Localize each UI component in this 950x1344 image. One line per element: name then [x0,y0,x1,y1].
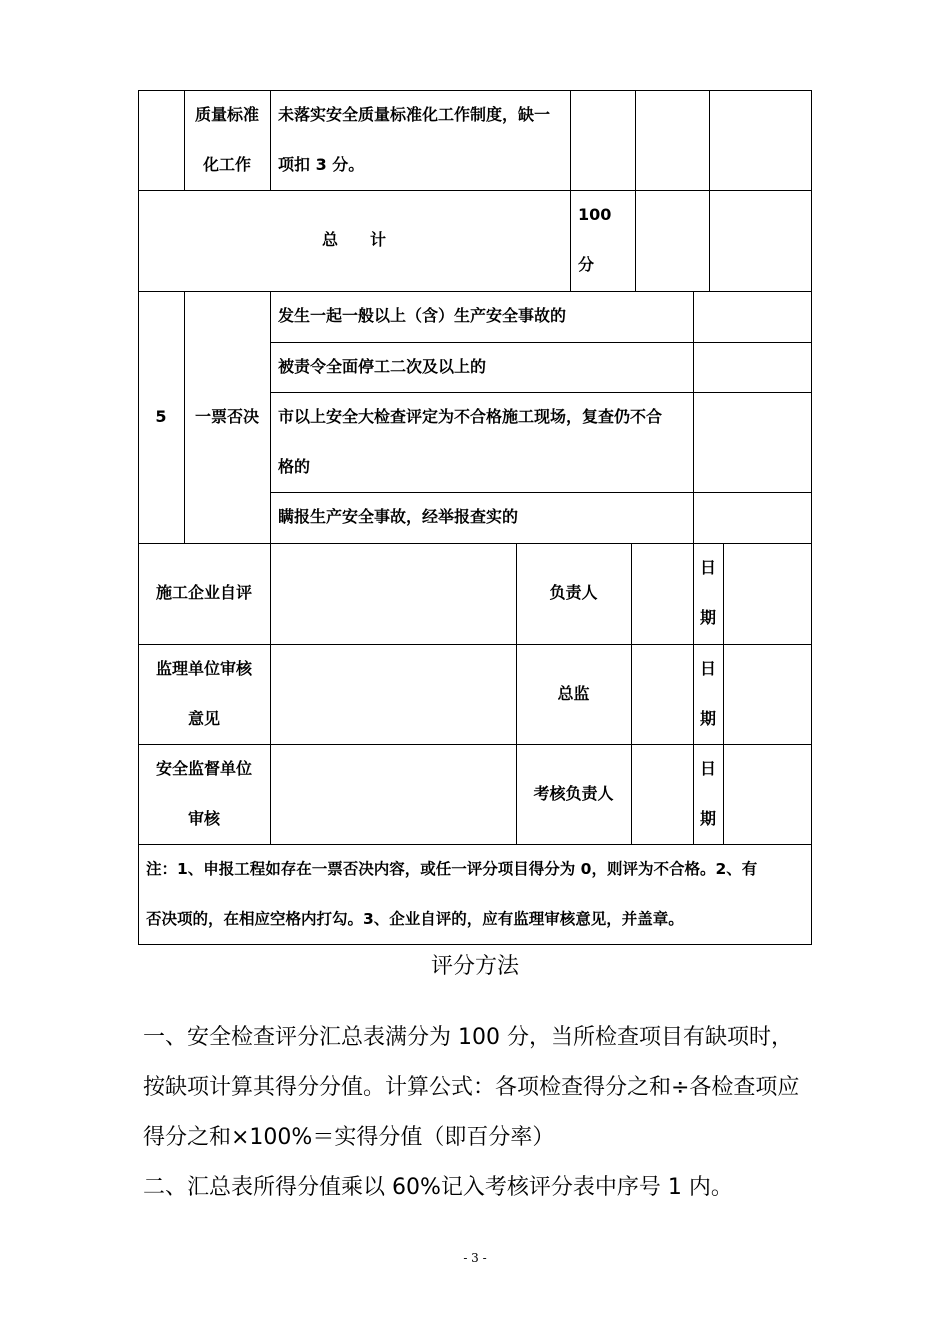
total-label: 总 计 [321,230,386,249]
criteria-line1: 未落实安全质量标准化工作制度，缺一 [278,105,551,124]
table-line [631,543,632,844]
table-line [635,90,636,291]
note-line1: 注：1、申报工程如存在一票否决内容，或任一评分项目得分为 0，则评为不合格。2、有 [146,860,758,878]
page-number: - 3 - [463,1251,487,1265]
paragraph-line: 得分之和×100%＝实得分值（即百分率） [143,1125,555,1150]
note-line2: 否决项的，在相应空格内打勾。3、企业自评的，应有监理审核意见，并盖章。 [146,910,684,928]
total-score-line2: 分 [578,255,595,274]
sign-row-label: 安全监督单位 [155,759,252,778]
sign-row-label: 监理单位审核 [155,659,252,678]
veto-item: 发生一起一般以上（含）生产安全事故的 [278,306,567,325]
veto-item: 格的 [278,457,311,476]
date-label: 期 [699,809,716,828]
table-line [570,90,571,291]
table-line [270,291,271,543]
veto-item: 瞒报生产安全事故，经举报查实的 [278,507,519,526]
sign-row-label: 施工企业自评 [155,583,252,602]
table-line [270,543,271,844]
date-label: 期 [699,709,716,728]
table-line [693,291,694,543]
sign-row-label: 审核 [187,809,220,828]
section-title: 评分方法 [430,954,519,979]
veto-number: 5 [155,407,167,426]
paragraph-line: 二、汇总表所得分值乘以 60%记入考核评分表中序号 1 内。 [143,1175,733,1200]
table-line [723,543,724,844]
paragraph-line: 一、安全检查评分汇总表满分为 100 分，当所检查项目有缺项时， [143,1025,793,1050]
date-label: 日 [699,659,716,678]
paragraph-line: 按缺项计算其得分分值。计算公式：各项检查得分之和÷各检查项应 [143,1075,800,1100]
criteria-line2: 项扣 3 分。 [278,155,365,174]
sign-row-role: 负责人 [549,583,598,602]
table-line [138,190,812,191]
item-name-line2: 化工作 [202,155,251,174]
veto-item: 被责令全面停工二次及以上的 [278,357,487,376]
total-score-line1: 100 [578,205,612,224]
date-label: 日 [699,759,716,778]
table-line [270,90,271,190]
table-line [811,90,812,944]
table-line [138,944,812,945]
date-label: 日 [699,558,716,577]
sign-row-label: 意见 [187,709,220,728]
sign-row-role: 考核负责人 [533,784,614,803]
table-line [709,90,710,291]
item-name-line1: 质量标准 [194,105,259,124]
date-label: 期 [699,608,716,627]
sign-row-role: 总监 [557,684,590,703]
veto-item: 市以上安全大检查评定为不合格施工现场，复查仍不合 [278,407,663,426]
veto-label: 一票否决 [194,407,259,426]
